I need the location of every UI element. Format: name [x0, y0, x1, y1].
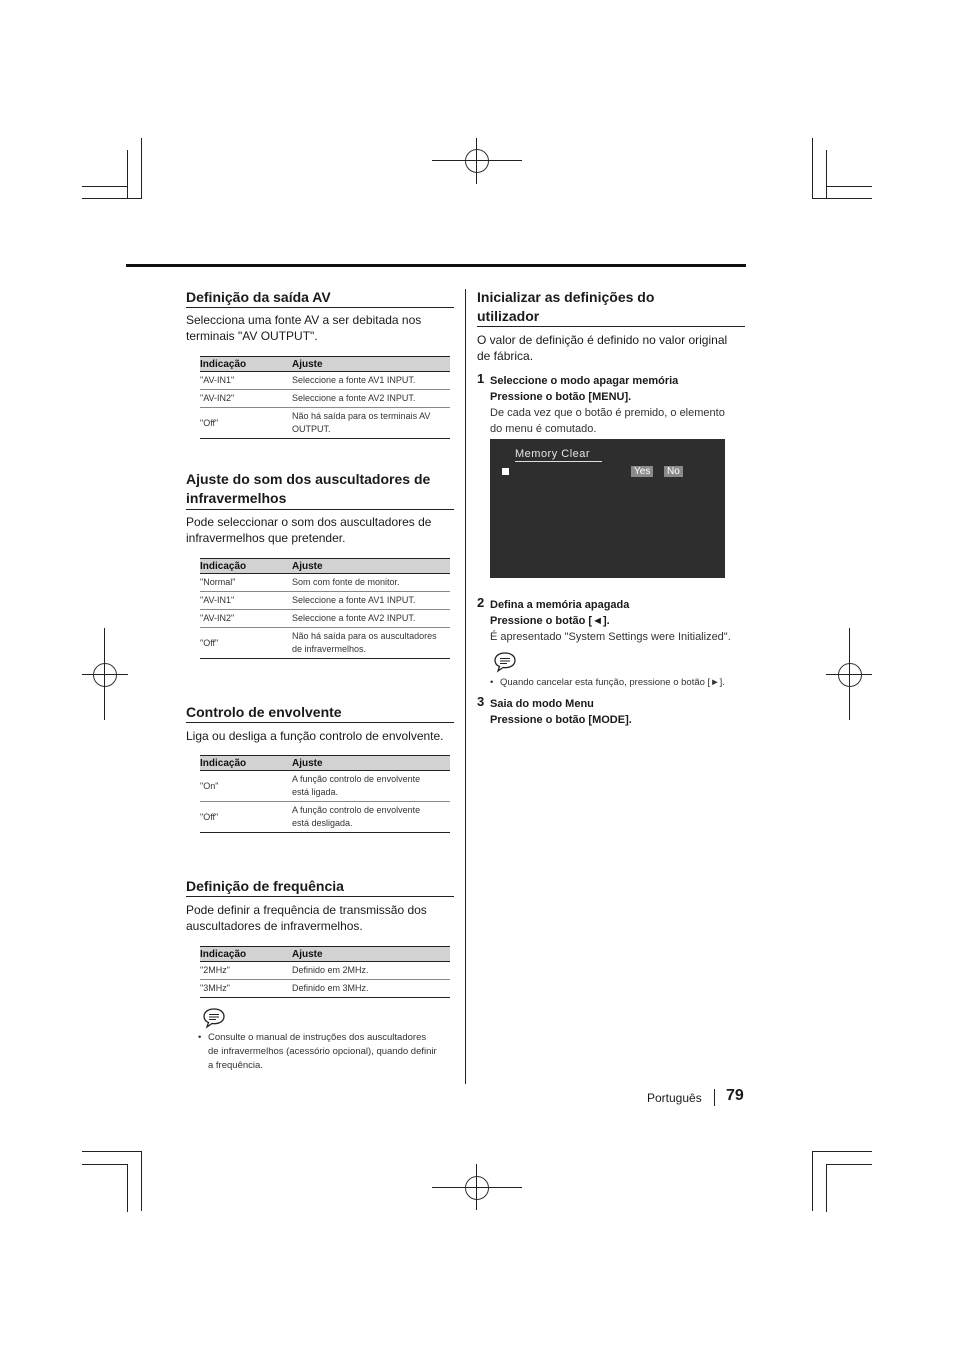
registration-line: [104, 628, 105, 720]
cell-ajuste: A função controlo de envolvente está desligada.: [292, 802, 450, 833]
header-ajuste: Ajuste: [292, 947, 450, 962]
settings-table: [200, 356, 450, 439]
table-row: [200, 628, 450, 659]
table-row: [200, 372, 450, 390]
settings-table: [200, 755, 450, 833]
settings-table: [200, 946, 450, 998]
cell-indicacao: "Normal": [200, 574, 292, 592]
header-indicacao: Indicação: [200, 947, 292, 962]
table-row: [200, 408, 450, 439]
registration-line: [82, 674, 128, 675]
crop-mark: [826, 1164, 827, 1212]
note-text: Quando cancelar esta função, pressione o botão [►].: [500, 677, 725, 688]
note-text: Consulte o manual de instruções dos auscultadores de infravermelhos (acessório opcional), quando definir a frequência.: [208, 1032, 437, 1071]
section-description: Pode seleccionar o som dos auscultadores de infravermelhos que pretender.: [186, 515, 432, 545]
cell-indicacao: "On": [200, 771, 292, 802]
section-description: O valor de definição é definido no valor original de fábrica.: [477, 333, 728, 363]
yes-button[interactable]: Yes: [631, 466, 653, 477]
section-title: Ajuste do som dos auscultadores de infravermelhos: [186, 471, 431, 506]
crop-mark: [826, 150, 827, 198]
step-note: É apresentado "System Settings were Initialized".: [490, 631, 731, 643]
crop-mark: [812, 198, 872, 199]
column-divider: [465, 289, 466, 1084]
cell-ajuste: A função controlo de envolvente está ligada.: [292, 771, 450, 802]
title-underline: [186, 307, 454, 308]
cell-indicacao: "AV-IN2": [200, 390, 292, 408]
table-row: [200, 771, 450, 802]
registration-mark: [838, 663, 862, 687]
header-indicacao: Indicação: [200, 357, 292, 372]
cell-indicacao: "2MHz": [200, 962, 292, 980]
step-number: 2: [477, 595, 485, 610]
crop-mark: [82, 1151, 142, 1152]
screen-title: Memory Clear: [515, 448, 602, 462]
section-title: Definição da saída AV: [186, 289, 331, 305]
section-description: Selecciona uma fonte AV a ser debitada nos terminais "AV OUTPUT".: [186, 313, 422, 343]
registration-mark: [93, 663, 117, 687]
header-ajuste: Ajuste: [292, 559, 450, 574]
crop-mark: [127, 1164, 128, 1212]
crop-mark: [141, 1151, 142, 1211]
section-title: Definição de frequência: [186, 878, 344, 894]
registration-line: [476, 138, 477, 184]
crop-mark: [812, 1151, 813, 1211]
crop-mark: [82, 186, 128, 187]
registration-line: [432, 1187, 522, 1188]
cell-indicacao: "3MHz": [200, 980, 292, 998]
cell-ajuste: Não há saída para os auscultadores de infravermelhos.: [292, 628, 450, 659]
table-header-row: [200, 357, 450, 372]
cursor-square: [502, 468, 509, 475]
note-bullet: •: [198, 1032, 202, 1043]
cell-indicacao: "AV-IN2": [200, 610, 292, 628]
title-underline: [186, 509, 454, 510]
section-description: Liga ou desliga a função controlo de envolvente.: [186, 729, 444, 743]
crop-mark: [812, 138, 813, 198]
page-number: 79: [726, 1087, 744, 1104]
header-indicacao: Indicação: [200, 756, 292, 771]
title-underline: [186, 722, 454, 723]
registration-line: [849, 628, 850, 720]
crop-mark: [826, 186, 872, 187]
cell-ajuste: Som com fonte de monitor.: [292, 574, 450, 592]
table-row: [200, 390, 450, 408]
step-note: De cada vez que o botão é premido, o elemento do menu é comutado.: [490, 407, 725, 435]
step-instruction: Defina a memória apagada Pressione o botão [◄].: [490, 599, 630, 627]
table-row: [200, 962, 450, 980]
step-number: 1: [477, 371, 485, 386]
cell-ajuste: Seleccione a fonte AV2 INPUT.: [292, 610, 450, 628]
table-row: [200, 574, 450, 592]
cell-ajuste: Seleccione a fonte AV1 INPUT.: [292, 372, 450, 390]
table-row: [200, 980, 450, 998]
cell-indicacao: "AV-IN1": [200, 592, 292, 610]
note-icon: [202, 1007, 226, 1029]
crop-mark: [82, 198, 142, 199]
crop-mark: [127, 150, 128, 198]
section-title: Inicializar as definições do utilizador: [477, 289, 655, 324]
section-description: Pode definir a frequência de transmissão dos auscultadores de infravermelhos.: [186, 903, 427, 933]
step-number: 3: [477, 694, 485, 709]
table-row: [200, 802, 450, 833]
table-row: [200, 610, 450, 628]
settings-table: [200, 558, 450, 659]
cell-ajuste: Seleccione a fonte AV1 INPUT.: [292, 592, 450, 610]
title-underline: [186, 896, 454, 897]
cell-ajuste: Definido em 2MHz.: [292, 962, 450, 980]
crop-mark: [82, 1164, 128, 1165]
cell-indicacao: "Off": [200, 628, 292, 659]
top-rule: [126, 264, 746, 267]
step-instruction: Seleccione o modo apagar memória Pressione o botão [MENU].: [490, 375, 679, 403]
table-header-row: [200, 559, 450, 574]
table-header-row: [200, 756, 450, 771]
cell-indicacao: "Off": [200, 408, 292, 439]
no-button[interactable]: No: [664, 466, 683, 477]
cell-ajuste: Não há saída para os terminais AV OUTPUT.: [292, 408, 450, 439]
cell-ajuste: Definido em 3MHz.: [292, 980, 450, 998]
cell-indicacao: "Off": [200, 802, 292, 833]
title-underline: [477, 326, 745, 327]
step-instruction: Saia do modo Menu Pressione o botão [MODE].: [490, 698, 632, 726]
crop-mark: [141, 138, 142, 198]
registration-mark: [465, 149, 489, 173]
header-ajuste: Ajuste: [292, 357, 450, 372]
memory-clear-screen: [490, 439, 725, 578]
cell-indicacao: "AV-IN1": [200, 372, 292, 390]
registration-line: [476, 1164, 477, 1210]
crop-mark: [812, 1151, 872, 1152]
header-ajuste: Ajuste: [292, 756, 450, 771]
registration-line: [432, 160, 522, 161]
cell-ajuste: Seleccione a fonte AV2 INPUT.: [292, 390, 450, 408]
footer-language: Português: [647, 1091, 702, 1105]
registration-mark: [465, 1176, 489, 1200]
table-header-row: [200, 947, 450, 962]
footer-separator: [714, 1089, 715, 1106]
crop-mark: [826, 1164, 872, 1165]
header-indicacao: Indicação: [200, 559, 292, 574]
table-row: [200, 592, 450, 610]
note-icon: [493, 651, 517, 673]
note-bullet: •: [490, 677, 494, 688]
section-title: Controlo de envolvente: [186, 704, 342, 720]
